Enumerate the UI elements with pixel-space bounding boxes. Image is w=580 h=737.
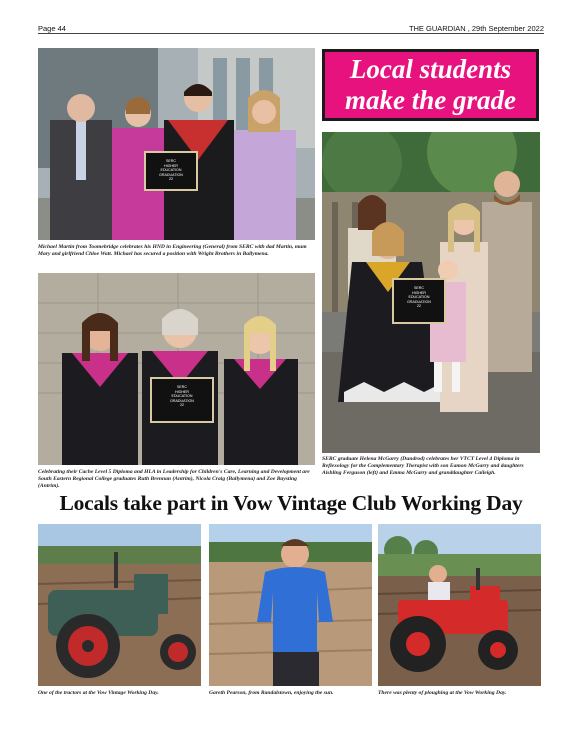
- caption-helena-mcgarry: SERC graduate Helena McGarry (Dundrod) celebrates her VTCT Level 4 Diploma in Reflexology for the Complementary Therapist with son Eamon McGarry and daughters Aishling Ferguson (left) and Emma McGarry and granddaughter Caileigh.: [322, 456, 524, 476]
- headline-vow-vintage: Locals take part in Vow Vintage Club Working Day: [59, 491, 523, 515]
- graduation-sign: [392, 278, 446, 324]
- sign-line: 22: [417, 304, 421, 309]
- sign-line: EDUCATION: [160, 168, 182, 173]
- sign-line: HIGHER: [412, 290, 426, 295]
- page-number: Page 44: [38, 24, 66, 33]
- sign-line: HIGHER: [175, 389, 189, 394]
- photo-red-tractor-ploughing: [378, 524, 541, 686]
- photo-three-graduates: [38, 273, 315, 465]
- photo-gareth-pearson: [209, 524, 372, 686]
- sign-line: GRADUATION: [170, 398, 194, 403]
- sign-line: GRADUATION: [407, 299, 431, 304]
- sign-line: SERC: [177, 385, 187, 389]
- sign-line: SERC: [166, 159, 176, 163]
- photo-green-tractor: [38, 524, 201, 686]
- caption-gareth-pearson: Gareth Pearson, from Randalstown, enjoying the sun.: [209, 690, 334, 696]
- banner-text: [345, 54, 516, 116]
- header-rule: [38, 33, 544, 34]
- photo-helena-mcgarry-family: [322, 132, 540, 453]
- graduation-sign: [144, 151, 198, 191]
- sign-line: 22: [180, 403, 184, 408]
- photo-michael-martin-family: [38, 48, 315, 240]
- caption-three-graduates: Celebrating their Cache Level 5 Diploma and HLA in Leadership for Children's Care, Learning and Development are South Eastern Regional College graduates Ruth Brennan (Antrim), Nicola Craig (Ballymena) and Zoe Baysting (Antrim).: [38, 469, 310, 489]
- banner-line-1: Local students: [349, 54, 512, 84]
- banner-local-students: [322, 49, 539, 121]
- masthead-date: THE GUARDIAN , 29th September 2022: [408, 24, 544, 33]
- caption-red-tractor: There was plenty of ploughing at the Vow Working Day.: [378, 690, 507, 696]
- sign-line: GRADUATION: [159, 172, 183, 177]
- graduation-sign: [150, 377, 214, 423]
- caption-green-tractor: One of the tractors at the Vow Vintage Working Day.: [38, 690, 159, 696]
- sign-line: HIGHER: [164, 163, 178, 168]
- caption-michael-martin: Michael Martin from Toomebridge celebrates his HND in Engineering (General) from SERC with dad Martin, mum Mary and girlfriend Chloe Watt. Michael has secured a position with Wright Brothers in Ballymena.: [38, 244, 307, 257]
- sign-line: EDUCATION: [408, 295, 430, 300]
- banner-line-2: make the grade: [345, 85, 516, 115]
- sign-line: SERC: [414, 286, 424, 290]
- sign-line: 22: [169, 177, 173, 182]
- sign-line: EDUCATION: [171, 394, 193, 399]
